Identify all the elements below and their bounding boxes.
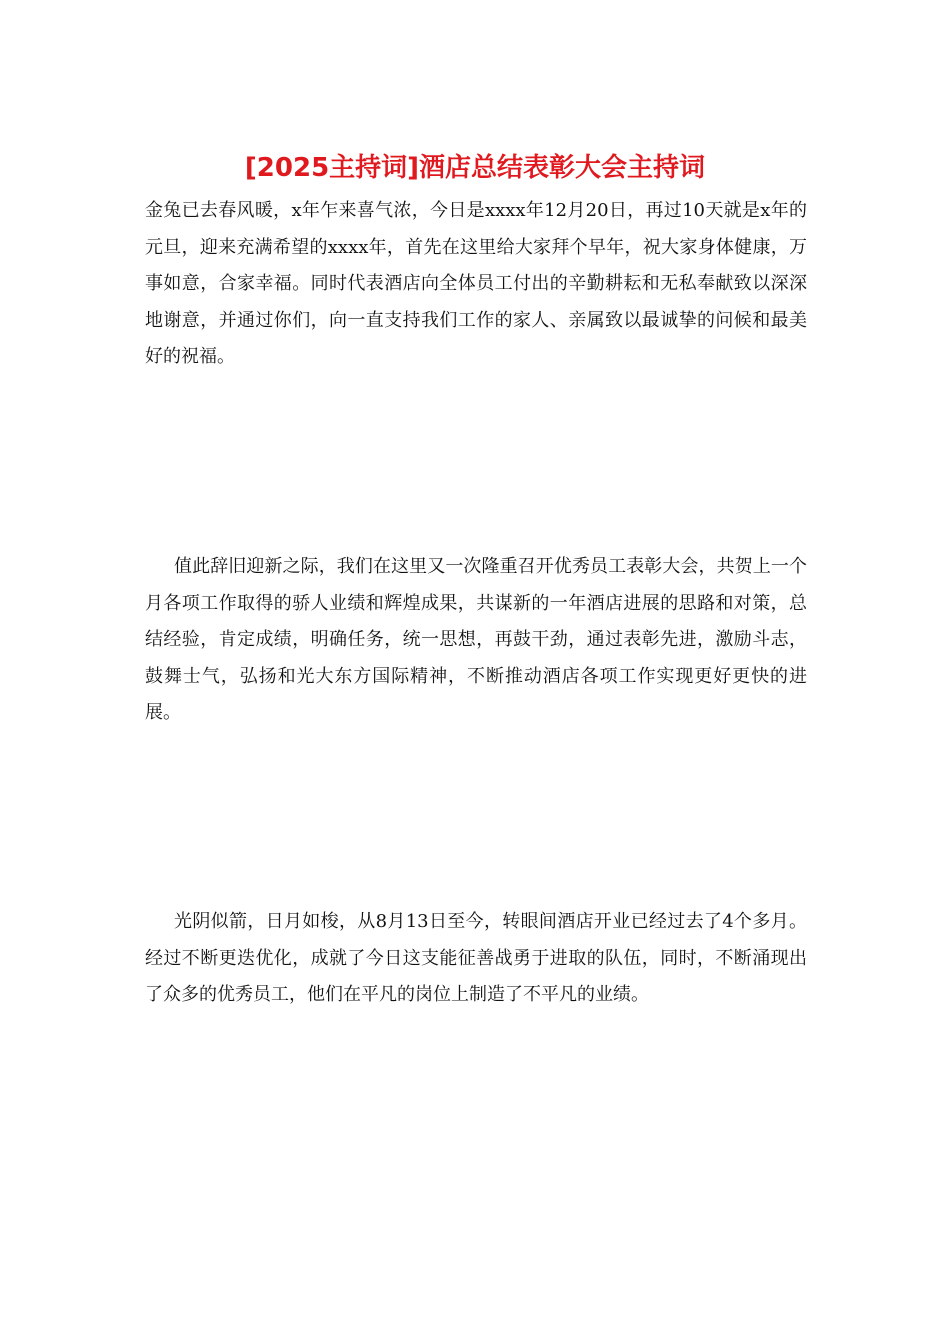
paragraph-meeting-purpose: 值此辞旧迎新之际，我们在这里又一次隆重召开优秀员工表彰大会，共贺上一个月各项工作取得的骄人业绩和辉煌成果，共谋新的一年酒店进展的思路和对策，总结经验，肯定成绩，明确任务，统一思想，再鼓干劲，通过表彰先进，激励斗志，鼓舞士气，弘扬和光大东方国际精神，不断推动酒店各项工作实现更好更快的进展。 bbox=[145, 556, 807, 723]
document-title: [2025主持词]酒店总结表彰大会主持词 bbox=[244, 153, 706, 183]
paragraph-review: 光阴似箭，日月如梭，从8月13日至今，转眼间酒店开业已经过去了4个多月。经过不断更迭优化，成就了今日这支能征善战勇于进取的队伍，同时，不断涌现出了众多的优秀员工，他们在平凡的岗位上制造了不平凡的业绩。 bbox=[145, 911, 807, 1005]
paragraph-opening-greeting: 金兔已去春风暖，x年乍来喜气浓，今日是xxxx年12月20日，再过10天就是x年的元旦，迎来充满希望的xxxx年，首先在这里给大家拜个早年，祝大家身体健康，万事如意，合家幸福。同时代表酒店向全体员工付出的辛勤耕耘和无私奉献致以深深地谢意，并通过你们，向一直支持我们工作的家人、亲属致以最诚挚的问候和最美好的祝福。 bbox=[145, 200, 807, 367]
